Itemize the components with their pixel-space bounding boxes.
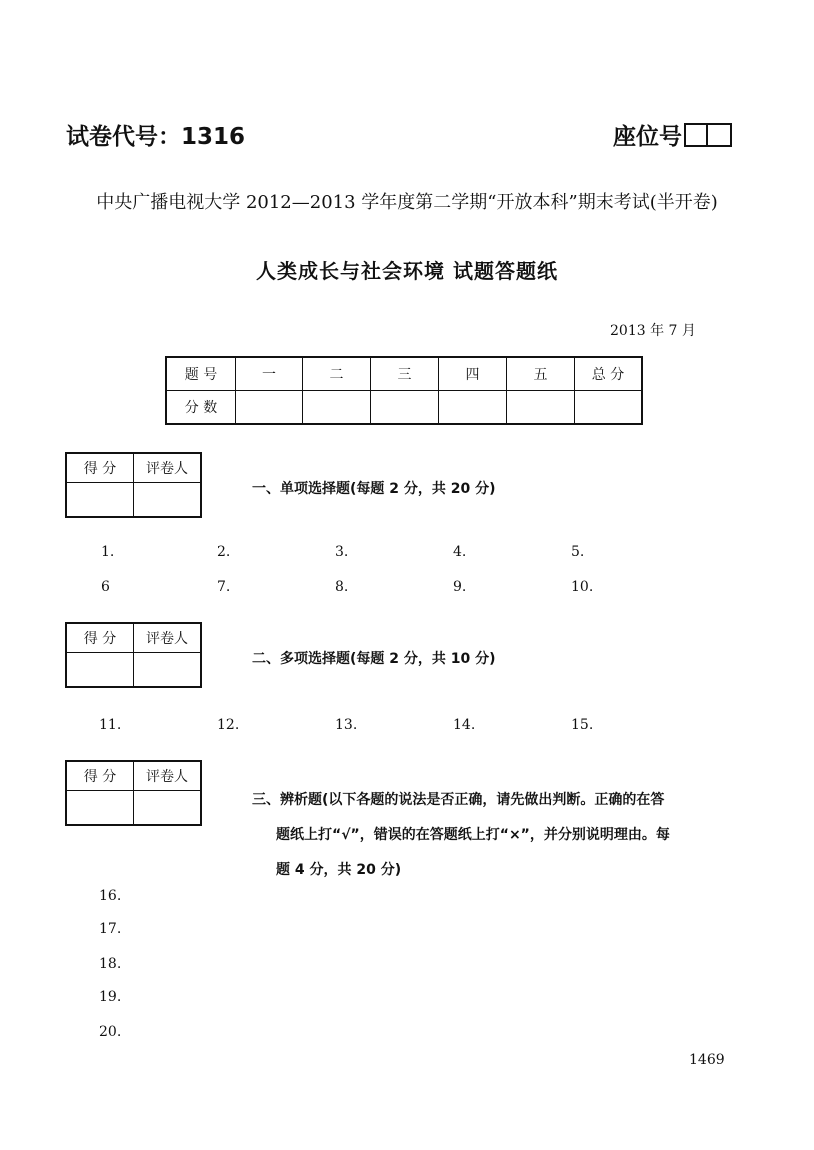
grader-box xyxy=(65,452,202,518)
grader-name-label: 评卷人 xyxy=(134,623,202,653)
grader-name-label: 评卷人 xyxy=(134,453,202,483)
score-cell[interactable] xyxy=(507,391,575,425)
question-number: 16. xyxy=(99,888,122,904)
question-number: 4. xyxy=(453,544,467,560)
question-number: 12. xyxy=(217,717,240,733)
grader-score-label: 得 分 xyxy=(66,761,134,791)
grader-score-label: 得 分 xyxy=(66,623,134,653)
question-number: 11. xyxy=(99,717,122,733)
score-cell[interactable] xyxy=(371,391,439,425)
question-number: 1. xyxy=(101,544,115,560)
section-3-line: 题 4 分，共 20 分) xyxy=(276,862,402,878)
score-header-cell: 三 xyxy=(371,357,439,391)
grader-name-label: 评卷人 xyxy=(134,761,202,791)
grader-name-cell[interactable] xyxy=(134,653,202,688)
page-number: 1469 xyxy=(689,1052,725,1068)
grader-score-cell[interactable] xyxy=(66,791,134,826)
question-number: 19. xyxy=(99,989,122,1005)
question-number: 5. xyxy=(571,544,585,560)
question-number: 8. xyxy=(335,579,349,595)
question-number: 20. xyxy=(99,1024,122,1040)
score-header-cell: 五 xyxy=(507,357,575,391)
score-table-score-row xyxy=(166,391,642,425)
section-3-title xyxy=(252,783,752,888)
score-cell[interactable] xyxy=(575,391,643,425)
section-2-title: 二、多项选择题(每题 2 分，共 10 分) xyxy=(252,651,496,667)
seat-number-boxes[interactable] xyxy=(684,123,732,147)
grader-score-cell[interactable] xyxy=(66,483,134,518)
score-table xyxy=(165,356,643,425)
page-title: 人类成长与社会环境 试题答题纸 xyxy=(256,259,558,283)
grader-box xyxy=(65,622,202,688)
seat-number xyxy=(613,118,732,151)
question-number: 13. xyxy=(335,717,358,733)
score-row-label: 分 数 xyxy=(166,391,236,425)
score-header-cell: 总 分 xyxy=(575,357,643,391)
question-number: 15. xyxy=(571,717,594,733)
score-table-header-row xyxy=(166,357,642,391)
question-number: 18. xyxy=(99,956,122,972)
score-header-cell: 一 xyxy=(236,357,303,391)
question-number: 2. xyxy=(217,544,231,560)
grader-score-label: 得 分 xyxy=(66,453,134,483)
score-cell[interactable] xyxy=(236,391,303,425)
grader-name-cell[interactable] xyxy=(134,791,202,826)
score-cell[interactable] xyxy=(303,391,371,425)
university-line: 中央广播电视大学 2012—2013 学年度第二学期“开放本科”期末考试(半开卷) xyxy=(96,192,718,213)
seat-number-label: 座位号 xyxy=(613,124,682,150)
exam-date: 2013 年 7 月 xyxy=(610,323,696,339)
score-header-cell: 二 xyxy=(303,357,371,391)
section-3-line: 题纸上打“√”，错误的在答题纸上打“×”，并分别说明理由。每 xyxy=(276,827,670,843)
grader-name-cell[interactable] xyxy=(134,483,202,518)
paper-code: 试卷代号：1316 xyxy=(66,124,246,150)
question-number: 3. xyxy=(335,544,349,560)
score-header-cell: 四 xyxy=(439,357,507,391)
section-3-line: 三、辨析题(以下各题的说法是否正确，请先做出判断。正确的在答 xyxy=(252,792,665,808)
question-number: 10. xyxy=(571,579,594,595)
question-number: 14. xyxy=(453,717,476,733)
question-number: 17. xyxy=(99,921,122,937)
score-cell[interactable] xyxy=(439,391,507,425)
grader-box xyxy=(65,760,202,826)
grader-score-cell[interactable] xyxy=(66,653,134,688)
question-number: 7. xyxy=(217,579,231,595)
score-header-cell: 题 号 xyxy=(166,357,236,391)
section-1-title: 一、单项选择题(每题 2 分，共 20 分) xyxy=(252,481,496,497)
question-number: 9. xyxy=(453,579,467,595)
question-number: 6 xyxy=(101,579,110,595)
